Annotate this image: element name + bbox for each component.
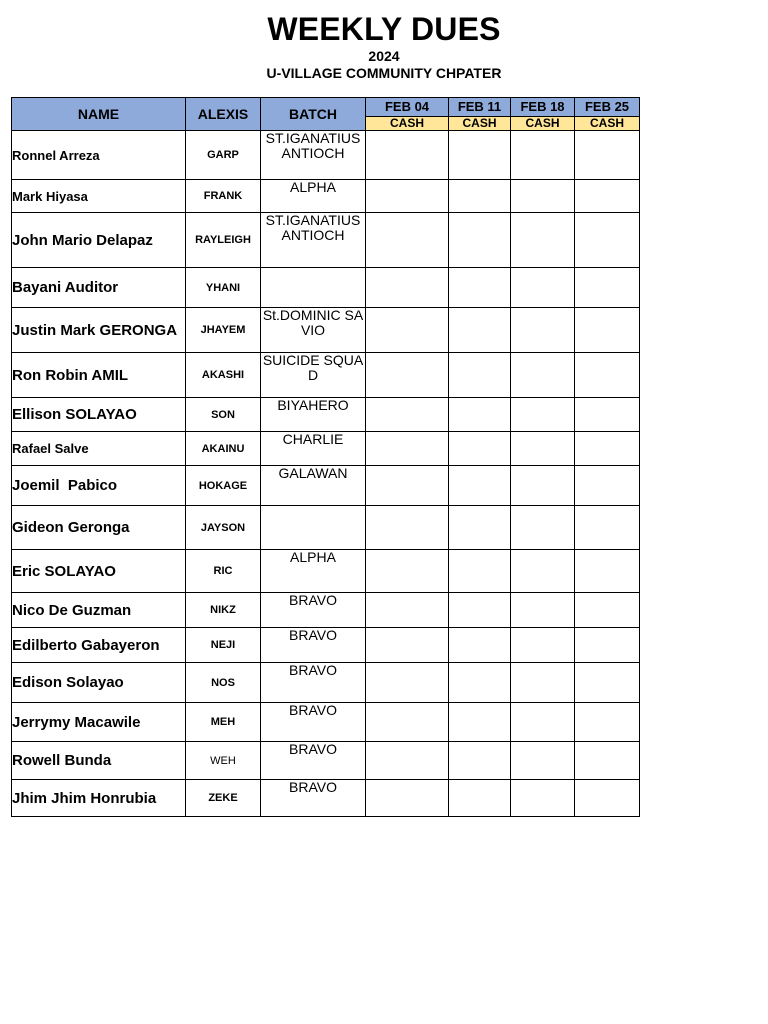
table-row [12, 180, 640, 213]
member-batch [261, 268, 366, 308]
dues-cell[interactable] [366, 432, 449, 466]
table-row [12, 432, 640, 466]
document-year: 2024 [368, 48, 400, 64]
table-row [12, 131, 640, 180]
member-name: Joemil Pabico [12, 466, 186, 506]
member-name: Rowell Bunda [12, 742, 186, 780]
member-name: Mark Hiyasa [12, 180, 186, 213]
dues-cell[interactable] [511, 742, 575, 780]
member-batch: BRAVO [261, 780, 366, 817]
member-alexis: FRANK [186, 180, 261, 213]
dues-cell[interactable] [575, 703, 640, 742]
dues-cell[interactable] [366, 180, 449, 213]
document-title: WEEKLY DUES [267, 11, 501, 47]
dues-cell[interactable] [511, 353, 575, 398]
dues-cell[interactable] [511, 780, 575, 817]
dues-cell[interactable] [575, 432, 640, 466]
dues-table [11, 97, 640, 817]
dues-cell[interactable] [575, 308, 640, 353]
table-row [12, 663, 640, 703]
dues-cell[interactable] [449, 432, 511, 466]
column-header-date: FEB 25 [575, 98, 640, 117]
member-name: John Mario Delapaz [12, 213, 186, 268]
dues-cell[interactable] [449, 180, 511, 213]
member-alexis: GARP [186, 131, 261, 180]
dues-cell[interactable] [575, 742, 640, 780]
dues-cell[interactable] [449, 628, 511, 663]
member-name: Nico De Guzman [12, 593, 186, 628]
header-row [12, 98, 640, 117]
member-name: Edison Solayao [12, 663, 186, 703]
dues-cell[interactable] [575, 213, 640, 268]
table-row [12, 353, 640, 398]
dues-cell[interactable] [449, 353, 511, 398]
member-batch: ALPHA [261, 550, 366, 593]
column-header-batch: BATCH [261, 98, 366, 131]
dues-cell[interactable] [575, 663, 640, 703]
dues-cell[interactable] [449, 213, 511, 268]
dues-cell[interactable] [366, 663, 449, 703]
table-row [12, 506, 640, 550]
dues-cell[interactable] [511, 432, 575, 466]
dues-cell[interactable] [449, 308, 511, 353]
table-row [12, 398, 640, 432]
member-alexis: JHAYEM [186, 308, 261, 353]
dues-cell[interactable] [449, 780, 511, 817]
member-batch: BIYAHERO [261, 398, 366, 432]
dues-cell[interactable] [511, 550, 575, 593]
table-row [12, 742, 640, 780]
dues-cell[interactable] [449, 506, 511, 550]
column-header-date: FEB 18 [511, 98, 575, 117]
table-row [12, 268, 640, 308]
table-row [12, 780, 640, 817]
column-header-date: FEB 11 [449, 98, 511, 117]
document-header [0, 10, 768, 82]
member-batch: St.DOMINIC SAVIO [261, 308, 366, 353]
dues-cell[interactable] [449, 703, 511, 742]
dues-cell[interactable] [366, 398, 449, 432]
dues-cell[interactable] [575, 131, 640, 180]
dues-cell[interactable] [366, 268, 449, 308]
member-alexis: MEH [186, 703, 261, 742]
table-row [12, 593, 640, 628]
dues-cell[interactable] [511, 628, 575, 663]
dues-cell[interactable] [575, 353, 640, 398]
dues-cell[interactable] [449, 398, 511, 432]
dues-cell[interactable] [575, 593, 640, 628]
table-row [12, 550, 640, 593]
document-subtitle: U-VILLAGE COMMUNITY CHPATER [266, 65, 502, 81]
dues-cell[interactable] [449, 663, 511, 703]
dues-cell[interactable] [511, 593, 575, 628]
member-batch: ALPHA [261, 180, 366, 213]
member-alexis: WEH [186, 742, 261, 780]
dues-cell[interactable] [511, 398, 575, 432]
dues-cell[interactable] [449, 550, 511, 593]
column-header-date: FEB 04 [366, 98, 449, 117]
column-subheader-cash: CASH [366, 116, 449, 130]
dues-cell[interactable] [449, 131, 511, 180]
dues-cell[interactable] [449, 742, 511, 780]
member-name: Justin Mark GERONGA [12, 308, 186, 353]
dues-cell[interactable] [366, 780, 449, 817]
dues-cell[interactable] [575, 780, 640, 817]
column-header-name: NAME [12, 98, 186, 131]
dues-cell[interactable] [449, 466, 511, 506]
member-name: Bayani Auditor [12, 268, 186, 308]
dues-cell[interactable] [575, 180, 640, 213]
dues-cell[interactable] [511, 466, 575, 506]
dues-cell[interactable] [366, 593, 449, 628]
member-batch: CHARLIE [261, 432, 366, 466]
table-row [12, 466, 640, 506]
dues-cell[interactable] [366, 506, 449, 550]
dues-cell[interactable] [366, 703, 449, 742]
dues-cell[interactable] [575, 466, 640, 506]
dues-cell[interactable] [575, 550, 640, 593]
dues-cell[interactable] [366, 131, 449, 180]
member-alexis: RAYLEIGH [186, 213, 261, 268]
dues-cell[interactable] [575, 628, 640, 663]
dues-cell[interactable] [575, 398, 640, 432]
column-subheader-cash: CASH [511, 116, 575, 130]
member-batch: ST.IGANATIUS ANTIOCH [261, 131, 366, 180]
member-alexis: NOS [186, 663, 261, 703]
member-batch: BRAVO [261, 742, 366, 780]
member-batch: BRAVO [261, 703, 366, 742]
table-row [12, 703, 640, 742]
member-alexis: NEJI [186, 628, 261, 663]
member-batch [261, 506, 366, 550]
dues-cell[interactable] [366, 628, 449, 663]
member-alexis: HOKAGE [186, 466, 261, 506]
member-name: Ron Robin AMIL [12, 353, 186, 398]
column-subheader-cash: CASH [575, 116, 640, 130]
dues-cell[interactable] [366, 308, 449, 353]
member-batch: BRAVO [261, 628, 366, 663]
dues-cell[interactable] [511, 180, 575, 213]
member-name: Jerrymy Macawile [12, 703, 186, 742]
dues-cell[interactable] [511, 663, 575, 703]
dues-cell[interactable] [366, 550, 449, 593]
dues-cell[interactable] [366, 213, 449, 268]
dues-cell[interactable] [511, 703, 575, 742]
member-alexis: SON [186, 398, 261, 432]
dues-cell[interactable] [575, 506, 640, 550]
member-name: Jhim Jhim Honrubia [12, 780, 186, 817]
dues-cell[interactable] [449, 593, 511, 628]
table-row [12, 308, 640, 353]
member-alexis: AKASHI [186, 353, 261, 398]
dues-cell[interactable] [366, 353, 449, 398]
member-alexis: ZEKE [186, 780, 261, 817]
member-name: Edilberto Gabayeron [12, 628, 186, 663]
column-header-alexis: ALEXIS [186, 98, 261, 131]
dues-cell[interactable] [449, 268, 511, 308]
member-batch: ST.IGANATIUS ANTIOCH [261, 213, 366, 268]
dues-cell[interactable] [366, 466, 449, 506]
table-row [12, 628, 640, 663]
dues-cell[interactable] [575, 268, 640, 308]
table-row [12, 213, 640, 268]
member-name: Ronnel Arreza [12, 131, 186, 180]
member-alexis: JAYSON [186, 506, 261, 550]
column-subheader-cash: CASH [449, 116, 511, 130]
member-alexis: YHANI [186, 268, 261, 308]
member-name: Gideon Geronga [12, 506, 186, 550]
member-alexis: NIKZ [186, 593, 261, 628]
member-name: Ellison SOLAYAO [12, 398, 186, 432]
member-batch: GALAWAN [261, 466, 366, 506]
member-name: Rafael Salve [12, 432, 186, 466]
member-alexis: AKAINU [186, 432, 261, 466]
dues-cell[interactable] [511, 131, 575, 180]
dues-cell[interactable] [511, 308, 575, 353]
member-batch: SUICIDE SQUAD [261, 353, 366, 398]
dues-cell[interactable] [511, 213, 575, 268]
member-batch: BRAVO [261, 663, 366, 703]
dues-cell[interactable] [511, 268, 575, 308]
dues-cell[interactable] [366, 742, 449, 780]
member-name: Eric SOLAYAO [12, 550, 186, 593]
member-alexis: RIC [186, 550, 261, 593]
dues-cell[interactable] [511, 506, 575, 550]
member-batch: BRAVO [261, 593, 366, 628]
